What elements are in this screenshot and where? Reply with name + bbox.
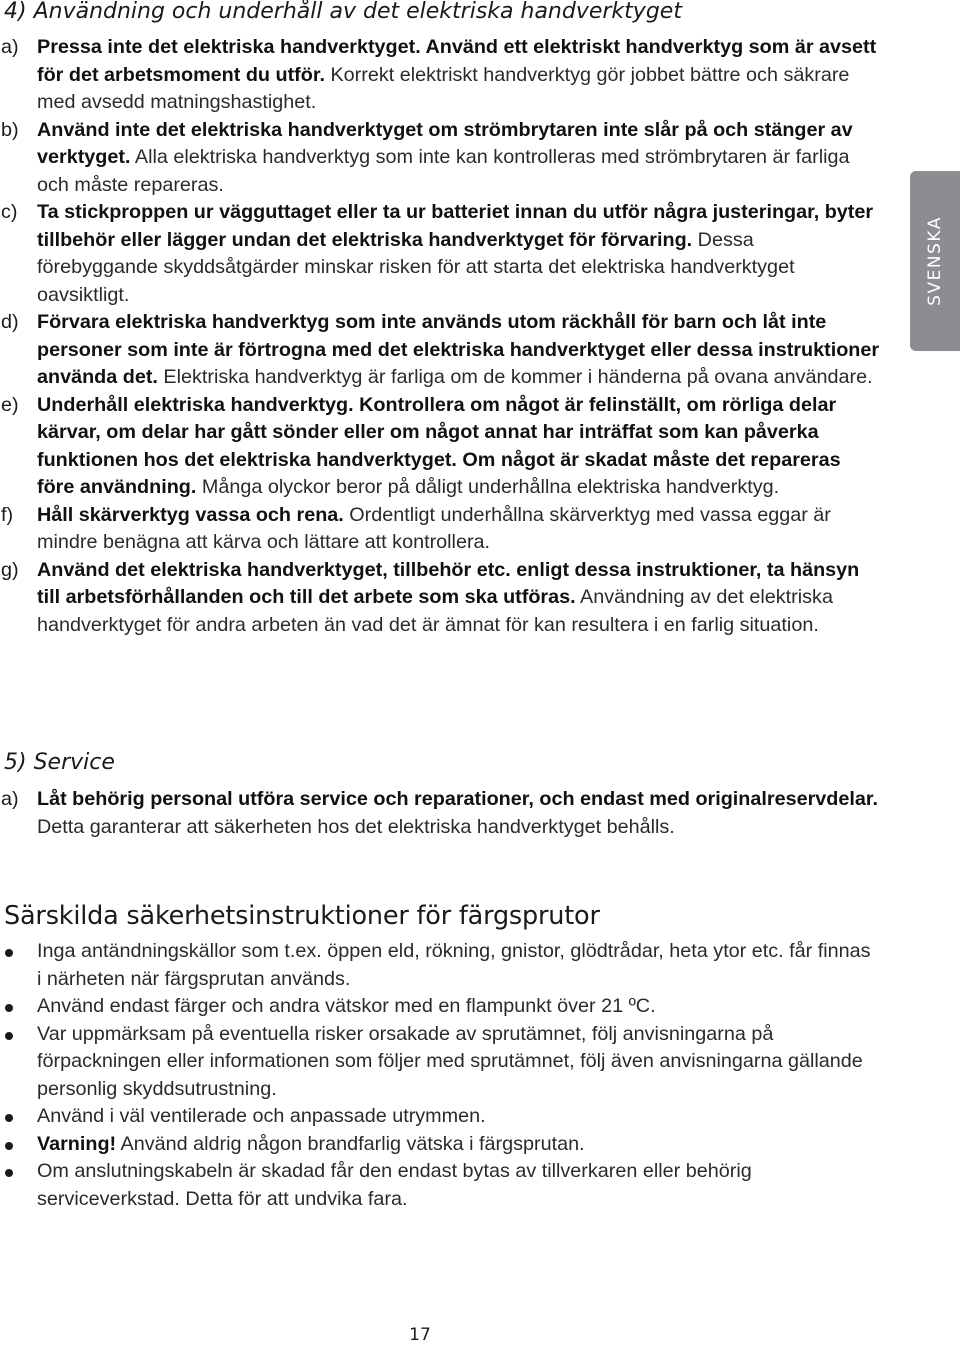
section-4-heading: 4) Användning och underhåll av det elektriska handverktyget <box>4 0 682 24</box>
bullet-item <box>0 1131 880 1159</box>
list-item <box>0 786 880 841</box>
list-item <box>0 199 880 309</box>
item-bold-text: Använd inte det elektriska handverktyget om strömbrytaren inte slår på och stänger av verktyget. <box>37 118 853 168</box>
item-label: a) <box>1 36 19 58</box>
bullet-bold-text: Varning! <box>37 1132 117 1155</box>
item-text: Korrekt elektriskt handverktyg gör jobbet bättre och säkrare med avsedd matningshastighet. <box>37 63 850 113</box>
bullet-text: Använd i väl ventilerade och anpassade utrymmen. <box>37 1105 486 1127</box>
item-label: d) <box>1 311 19 333</box>
bullet-icon <box>5 1004 13 1012</box>
bullet-icon <box>5 1142 13 1150</box>
list-item <box>0 309 880 392</box>
section-5-heading: 5) Service <box>4 750 115 775</box>
bullet-text: Använd aldrig någon brandfarlig vätska i färgsprutan. <box>116 1132 585 1155</box>
item-text: Elektriska handverktyg är farliga om de kommer i händerna på ovana användare. <box>157 366 873 388</box>
bullet-item <box>0 1158 880 1213</box>
list-item <box>0 117 880 200</box>
section-5-list <box>0 786 880 841</box>
item-text: Användning av det elektriska handverktyget för andra arbeten än vad det är ämnat för kan resultera i en farlig situation. <box>37 586 833 636</box>
item-text: Många olyckor beror på dåligt underhållna elektriska handverktyg. <box>196 476 780 498</box>
item-text: Detta garanterar att säkerheten hos det elektriska handverktyget behålls. <box>37 815 675 838</box>
item-bold-text: Håll skärverktyg vassa och rena. <box>37 503 344 526</box>
bullet-icon <box>5 1114 13 1122</box>
bullet-icon <box>5 1169 13 1177</box>
bullet-item <box>0 938 880 993</box>
item-bold-text: Underhåll elektriska handverktyg. Kontrollera om något är felinställt, om rörliga delar kärvar, om delar har gått sönder eller om något annat har inträffat som kan påverka funktionen hos det elektriska handverktyget. Om något är skadat måste det repareras före användning. <box>37 393 841 498</box>
item-bold-text: Använd det elektriska handverktyget, tillbehör etc. enligt dessa instruktioner, ta hänsyn till arbetsförhållanden och till det arbete som ska utföras. <box>37 558 860 608</box>
bullet-text: Använd endast färger och andra vätskor med en flampunkt över 21 ºC. <box>37 995 656 1017</box>
list-item <box>0 34 880 117</box>
item-bold-text: Pressa inte det elektriska handverktyget. Använd ett elektriskt handverktyg som är avsett för det arbetsmoment du utför. <box>37 36 877 86</box>
item-text: Dessa förebyggande skyddsåtgärder minskar risken för att starta det elektriska handverktyget oavsiktligt. <box>37 228 795 306</box>
item-label: b) <box>1 118 19 141</box>
bullet-icon <box>5 1032 13 1040</box>
item-label: a) <box>1 788 19 810</box>
page-number: 17 <box>409 1325 431 1345</box>
item-bold-text: Förvara elektriska handverktyg som inte används utom räckhåll för barn och låt inte personer som inte är förtrogna med det elektriska handverktyget eller dessa instruktioner använda det. <box>37 311 880 388</box>
bullet-text: Var uppmärksam på eventuella risker orsakade av sprutämnet, följ anvisningarna på förpackningen eller informationen som följer med sprutämnet, följ även anvisningarna gällande personlig skyddsutrustning. <box>37 1022 863 1100</box>
list-item <box>0 502 880 557</box>
bullet-icon <box>5 949 13 957</box>
item-label: e) <box>1 393 19 416</box>
bullet-item <box>0 1021 880 1104</box>
item-text: Ordentligt underhållna skärverktyg med vassa eggar är mindre benägna att kärva och lättare att kontrollera. <box>37 503 831 553</box>
item-label: c) <box>1 201 18 223</box>
bullet-text: Om anslutningskabeln är skadad får den endast bytas av tillverkaren eller behörig serviceverkstad. Detta för att undvika fara. <box>37 1160 752 1210</box>
item-label: f) <box>1 503 14 526</box>
language-tab <box>910 171 960 351</box>
item-bold-text: Ta stickproppen ur vägguttaget eller ta ur batteriet innan du utför några justeringar, byter tillbehör eller lägger undan det elektriska handverktyget för förvaring. <box>37 201 874 251</box>
bullet-item <box>0 993 880 1021</box>
item-bold-text: Låt behörig personal utföra service och reparationer, och endast med originalreservdelar. <box>37 788 878 810</box>
item-label: g) <box>1 558 19 581</box>
section-4-list <box>0 34 880 639</box>
item-text: Alla elektriska handverktyg som inte kan kontrolleras med strömbrytaren är farliga och måste repareras. <box>37 146 850 196</box>
paint-sprayer-list <box>0 938 880 1213</box>
bullet-item <box>0 1103 880 1131</box>
language-tab-label: SVENSKA <box>925 216 945 306</box>
list-item <box>0 392 880 502</box>
list-item <box>0 557 880 640</box>
bullet-text: Inga antändningskällor som t.ex. öppen eld, rökning, gnistor, glödtrådar, heta ytor etc. får finnas i närheten när färgsprutan används. <box>37 940 871 990</box>
paint-sprayer-heading: Särskilda säkerhetsinstruktioner för färgsprutor <box>4 901 600 931</box>
